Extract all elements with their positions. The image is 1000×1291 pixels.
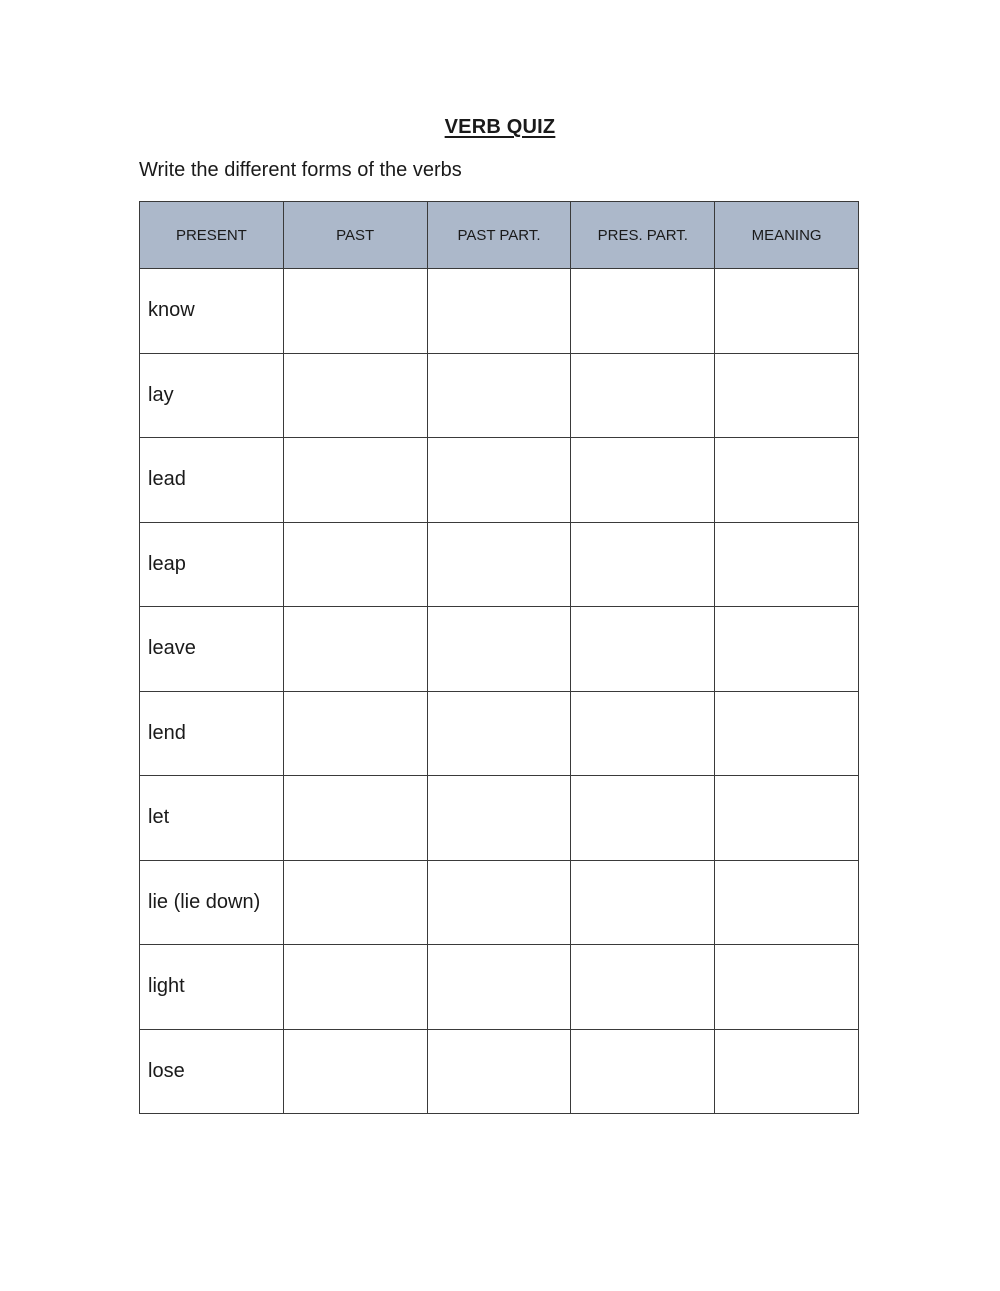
header-present: PRESENT [140,202,284,269]
present-verb-cell: leap [140,522,284,607]
pres-part-cell [571,438,715,523]
pres-part-input[interactable] [571,692,714,776]
pres-part-input[interactable] [571,1030,714,1114]
meaning-input[interactable] [715,523,858,607]
pres-part-input[interactable] [571,945,714,1029]
past-cell [283,1029,427,1114]
past-part-cell [427,438,571,523]
meaning-input[interactable] [715,354,858,438]
past-part-input[interactable] [428,776,571,860]
past-input[interactable] [284,354,427,438]
past-part-input[interactable] [428,945,571,1029]
past-cell [283,607,427,692]
pres-part-input[interactable] [571,354,714,438]
meaning-cell [715,1029,859,1114]
past-part-input[interactable] [428,607,571,691]
meaning-input[interactable] [715,692,858,776]
past-cell [283,522,427,607]
past-part-cell [427,353,571,438]
present-verb-cell: let [140,776,284,861]
present-verb-cell: lead [140,438,284,523]
present-verb-cell: lend [140,691,284,776]
past-input[interactable] [284,438,427,522]
present-verb-cell: lie (lie down) [140,860,284,945]
past-part-input[interactable] [428,861,571,945]
table-row [140,353,859,438]
present-verb-cell: light [140,945,284,1030]
meaning-input[interactable] [715,438,858,522]
meaning-input[interactable] [715,776,858,860]
pres-part-cell [571,776,715,861]
pres-part-cell [571,607,715,692]
present-verb-cell: leave [140,607,284,692]
instructions-text: Write the different forms of the verbs [139,159,462,181]
page-title: VERB QUIZ [444,116,556,138]
pres-part-cell [571,269,715,354]
past-cell [283,269,427,354]
header-pres-part: PRES. PART. [571,202,715,269]
table-row [140,860,859,945]
pres-part-cell [571,945,715,1030]
meaning-input[interactable] [715,945,858,1029]
table-row [140,438,859,523]
past-part-input[interactable] [428,438,571,522]
meaning-cell [715,438,859,523]
meaning-input[interactable] [715,861,858,945]
past-input[interactable] [284,1030,427,1114]
past-part-cell [427,860,571,945]
past-part-input[interactable] [428,269,571,353]
header-past: PAST [283,202,427,269]
table-row [140,269,859,354]
meaning-input[interactable] [715,1030,858,1114]
pres-part-input[interactable] [571,861,714,945]
past-cell [283,945,427,1030]
past-input[interactable] [284,269,427,353]
past-part-cell [427,776,571,861]
past-part-input[interactable] [428,1030,571,1114]
past-part-cell [427,269,571,354]
meaning-cell [715,776,859,861]
past-part-cell [427,522,571,607]
table-header-row [140,202,859,269]
table-row [140,607,859,692]
past-input[interactable] [284,776,427,860]
past-input[interactable] [284,861,427,945]
pres-part-input[interactable] [571,438,714,522]
pres-part-cell [571,691,715,776]
present-verb-cell: lay [140,353,284,438]
meaning-input[interactable] [715,607,858,691]
past-cell [283,438,427,523]
past-input[interactable] [284,523,427,607]
meaning-cell [715,860,859,945]
meaning-cell [715,522,859,607]
past-part-input[interactable] [428,692,571,776]
past-input[interactable] [284,945,427,1029]
pres-part-cell [571,860,715,945]
table-row [140,1029,859,1114]
table-row [140,691,859,776]
pres-part-cell [571,1029,715,1114]
pres-part-cell [571,353,715,438]
pres-part-cell [571,522,715,607]
table-row [140,945,859,1030]
pres-part-input[interactable] [571,523,714,607]
past-cell [283,776,427,861]
pres-part-input[interactable] [571,776,714,860]
pres-part-input[interactable] [571,607,714,691]
table-row [140,522,859,607]
past-part-cell [427,1029,571,1114]
table-body [140,269,859,1114]
past-cell [283,691,427,776]
pres-part-input[interactable] [571,269,714,353]
meaning-cell [715,945,859,1030]
present-verb-cell: lose [140,1029,284,1114]
meaning-cell [715,691,859,776]
verb-table [139,201,859,1114]
meaning-cell [715,607,859,692]
past-part-input[interactable] [428,523,571,607]
meaning-input[interactable] [715,269,858,353]
past-part-input[interactable] [428,354,571,438]
table-row [140,776,859,861]
meaning-cell [715,269,859,354]
past-input[interactable] [284,692,427,776]
past-part-cell [427,945,571,1030]
past-part-cell [427,607,571,692]
header-meaning: MEANING [715,202,859,269]
present-verb-cell: know [140,269,284,354]
past-part-cell [427,691,571,776]
past-input[interactable] [284,607,427,691]
past-cell [283,353,427,438]
past-cell [283,860,427,945]
meaning-cell [715,353,859,438]
header-past-part: PAST PART. [427,202,571,269]
